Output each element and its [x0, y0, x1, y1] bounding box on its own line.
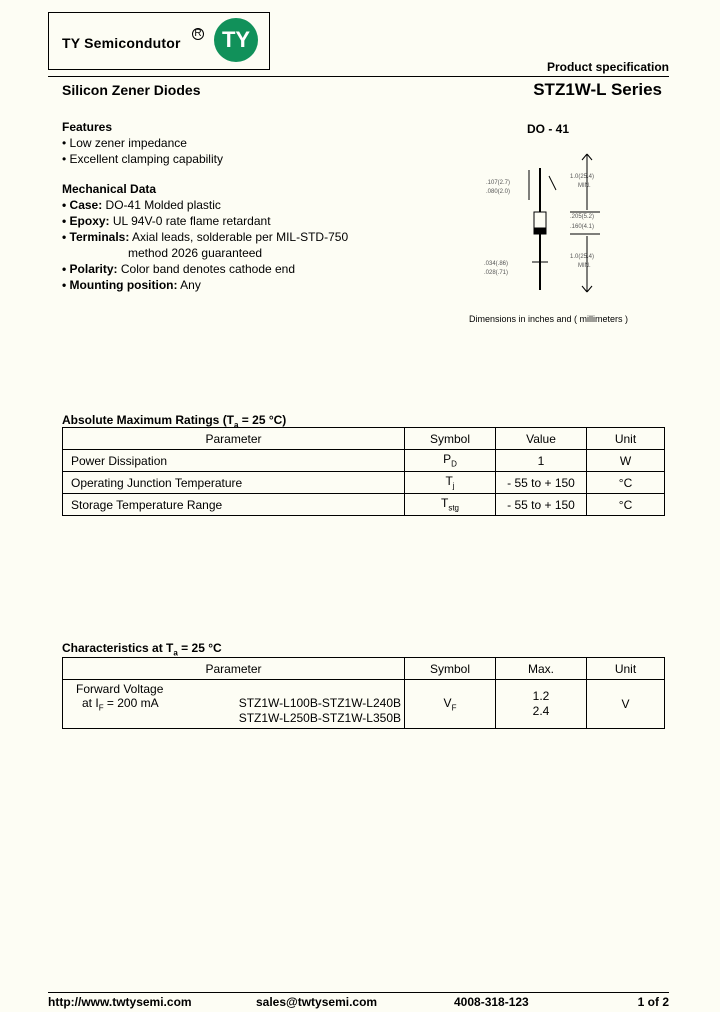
cell-symbol: $V_F$ — [405, 680, 496, 729]
features-heading: Features — [62, 120, 113, 134]
dim-lead-dia-1: .034(.86) — [484, 261, 509, 267]
footer-divider — [48, 992, 669, 993]
page-number: 1 of 2 — [637, 995, 669, 1009]
table-header-row — [63, 428, 665, 450]
mech-item-mounting: • Mounting position: Any — [62, 278, 201, 292]
header-unit: Unit — [587, 428, 665, 450]
cell-symbol: $T_{stg}$ — [405, 494, 496, 516]
dim-body-len-1: .205(5.2) — [570, 214, 595, 220]
model-range: STZ1W-L250B-STZ1W-L350B — [238, 711, 401, 725]
feature-item: • Excellent clamping capability — [62, 152, 223, 166]
mech-item-terminals: • Terminals: Axial leads, solderable per MIL-STD-750 — [62, 230, 349, 244]
cell-value: - 55 to + 150 — [496, 494, 587, 516]
cell-unit: W — [587, 450, 665, 472]
cell-symbol: $P_D$ — [405, 450, 496, 472]
cell-parameter — [63, 680, 405, 729]
mechanical-list — [62, 197, 348, 293]
table-row — [63, 494, 665, 516]
footer-phone: 4008-318-123 — [454, 995, 529, 1009]
package-name: DO - 41 — [527, 122, 570, 136]
abs-max-table — [62, 427, 665, 516]
cell-value: - 55 to + 150 — [496, 472, 587, 494]
table-row — [63, 680, 665, 729]
dim-lead-length-bottom: 1.0(25.4) — [570, 254, 595, 260]
dim-lead-length-top: 1.0(25.4) — [570, 174, 595, 180]
dim-lead-length-top-min: MIN. — [578, 183, 591, 189]
header-unit: Unit — [587, 658, 665, 680]
header-parameter: Parameter — [63, 428, 405, 450]
cell-value: 1 — [496, 450, 587, 472]
cell-max — [496, 680, 587, 729]
footer-email-link[interactable]: sales@twtysemi.com — [256, 995, 378, 1009]
table-header-row — [63, 658, 665, 680]
param-condition: at $I_F = 200$ mA — [82, 696, 159, 713]
mech-item-terminals-cont: method 2026 guaranteed — [128, 246, 263, 260]
header-value: Value — [496, 428, 587, 450]
dim-body-dia-2: .080(2.0) — [486, 189, 511, 195]
company-name: TY Semicondutor — [62, 35, 181, 51]
feature-item: • Low zener impedance — [62, 136, 187, 150]
cell-unit: °C — [587, 494, 665, 516]
dim-lead-length-bottom-min: MIN. — [578, 263, 591, 269]
mechanical-data-heading: Mechanical Data — [62, 182, 157, 196]
table-row — [63, 472, 665, 494]
cathode-band — [534, 228, 546, 233]
dim-body-len-2: .160(4.1) — [570, 224, 595, 230]
header-max: Max. — [496, 658, 587, 680]
cell-unit: °C — [587, 472, 665, 494]
cell-unit: V — [587, 680, 665, 729]
registered-mark: R — [192, 28, 204, 40]
footer-website-link[interactable]: http://www.twtysemi.com — [48, 995, 192, 1009]
characteristics-title: Characteristics at $T_a = 25$ °C — [62, 641, 222, 658]
max-value: 1.2 — [532, 689, 550, 703]
header-symbol: Symbol — [405, 658, 496, 680]
mech-item-polarity: • Polarity: Color band denotes cathode end — [62, 262, 296, 276]
cell-parameter: Operating Junction Temperature — [63, 472, 405, 494]
dim-lead-dia-2: .028(.71) — [484, 270, 509, 276]
dim-body-dia-1: .107(2.7) — [486, 180, 511, 186]
mech-item-epoxy: • Epoxy: UL 94V-0 rate flame retardant — [62, 214, 271, 228]
dimensions-caption: Dimensions in inches and ( millimeters ) — [469, 314, 629, 324]
abs-max-title: Absolute Maximum Ratings ($T_a = 25$ °C) — [62, 413, 287, 430]
cell-symbol: $T_j$ — [405, 472, 496, 494]
header-divider — [48, 76, 669, 77]
product-specification-label: Product specification — [546, 60, 669, 74]
header-symbol: Symbol — [405, 428, 496, 450]
model-range: STZ1W-L100B-STZ1W-L240B — [238, 696, 401, 710]
product-category: Silicon Zener Diodes — [62, 82, 201, 98]
features-list — [62, 135, 223, 167]
param-name: Forward Voltage — [76, 682, 164, 696]
model-range-list — [239, 696, 401, 726]
table-row — [63, 450, 665, 472]
characteristics-table — [62, 657, 665, 729]
cell-parameter: Power Dissipation — [63, 450, 405, 472]
header-parameter: Parameter — [63, 658, 405, 680]
max-value: 2.4 — [532, 704, 550, 718]
do41-package-drawing — [470, 140, 620, 300]
mech-item-case: • Case: DO-41 Molded plastic — [62, 198, 221, 212]
ty-logo-mark: TY — [214, 18, 258, 62]
series-title: STZ1W-L Series — [533, 80, 662, 99]
cell-parameter: Storage Temperature Range — [63, 494, 405, 516]
